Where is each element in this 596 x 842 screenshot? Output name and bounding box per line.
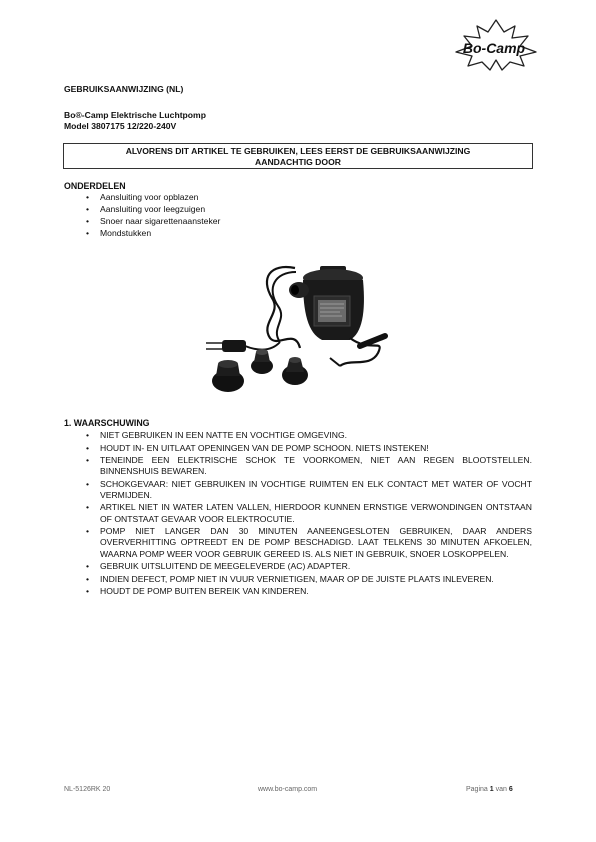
logo-text: Bo-Camp: [462, 40, 526, 56]
page-number: [466, 786, 513, 793]
page-word: Pagina: [466, 786, 488, 793]
product-info: [64, 110, 206, 132]
list-item: • Aansluiting voor opblazen: [64, 191, 220, 203]
warning-heading: 1. WAARSCHUWING: [64, 418, 150, 428]
list-item: • POMP NIET LANGER DAN 30 MINUTEN AANEENGESLOTEN GEBRUIKEN, DAAR ANDERS OVERVERHITTING OPTREEDT EN DE POMP BESCHADIGD. LAAT TELKENS 30 MINUTEN AFKOELEN, WAARNA POMP WEER VOOR GEBRUIK GEREED IS. ALS NIET IN GEBRUIK, SNOER LOSKOPPELEN.: [64, 526, 532, 560]
page-of: van: [495, 786, 507, 793]
list-item: • TENEINDE EEN ELEKTRISCHE SCHOK TE VOORKOMEN, NIET AAN REGEN BLOOTSTELLEN. BINNENSHUIS BEWAREN.: [64, 455, 532, 477]
list-item: • ARTIKEL NIET IN WATER LATEN VALLEN, HIERDOOR KUNNEN ERNSTIGE VERWONDINGEN ONTSTAAN OF ONTSTAAT GEVAAR VOOR ELEKTROCUTIE.: [64, 502, 532, 524]
product-name: Bo®-Camp Elektrische Luchtpomp: [64, 110, 206, 120]
parts-heading: ONDERDELEN: [64, 181, 126, 191]
list-item: • Aansluiting voor leegzuigen: [64, 203, 220, 215]
page-current: 1: [489, 786, 494, 793]
warning-list: [64, 430, 532, 599]
footer-code: NL-5126RK 20: [64, 786, 111, 793]
document-title: GEBRUIKSAANWIJZING (NL): [64, 84, 184, 94]
list-item: • Mondstukken: [64, 227, 220, 239]
notice-line-2: AANDACHTIG DOOR: [255, 157, 341, 167]
list-item: • SCHOKGEVAAR: NIET GEBRUIKEN IN VOCHTIGE RUIMTEN EN ELK CONTACT MET WATER OF VOCHT VERMIJDEN.: [64, 479, 532, 501]
list-item: • HOUDT IN- EN UITLAAT OPENINGEN VAN DE POMP SCHOON. NIETS INSTEKEN!: [64, 443, 532, 454]
parts-list: [64, 191, 220, 239]
bo-camp-logo: [444, 18, 544, 72]
list-item: • GEBRUIK UITSLUITEND DE MEEGELEVERDE (AC) ADAPTER.: [64, 561, 532, 572]
air-pump-product-photo: [200, 258, 400, 403]
list-item: • HOUDT DE POMP BUITEN BEREIK VAN KINDEREN.: [64, 586, 532, 597]
product-model: Model 3807175 12/220-240V: [64, 121, 177, 131]
footer-url: www.bo-camp.com: [258, 786, 318, 793]
list-item: • NIET GEBRUIKEN IN EEN NATTE EN VOCHTIGE OMGEVING.: [64, 430, 532, 441]
list-item: • Snoer naar sigarettenaansteker: [64, 215, 220, 227]
read-manual-notice: [63, 143, 533, 169]
list-item: • INDIEN DEFECT, POMP NIET IN VUUR VERNIETIGEN, MAAR OP DE JUISTE PLAATS INLEVEREN.: [64, 574, 532, 585]
notice-line-1: ALVORENS DIT ARTIKEL TE GEBRUIKEN, LEES EERST DE GEBRUIKSAANWIJZING: [125, 146, 471, 156]
page-total: 6: [508, 786, 513, 793]
